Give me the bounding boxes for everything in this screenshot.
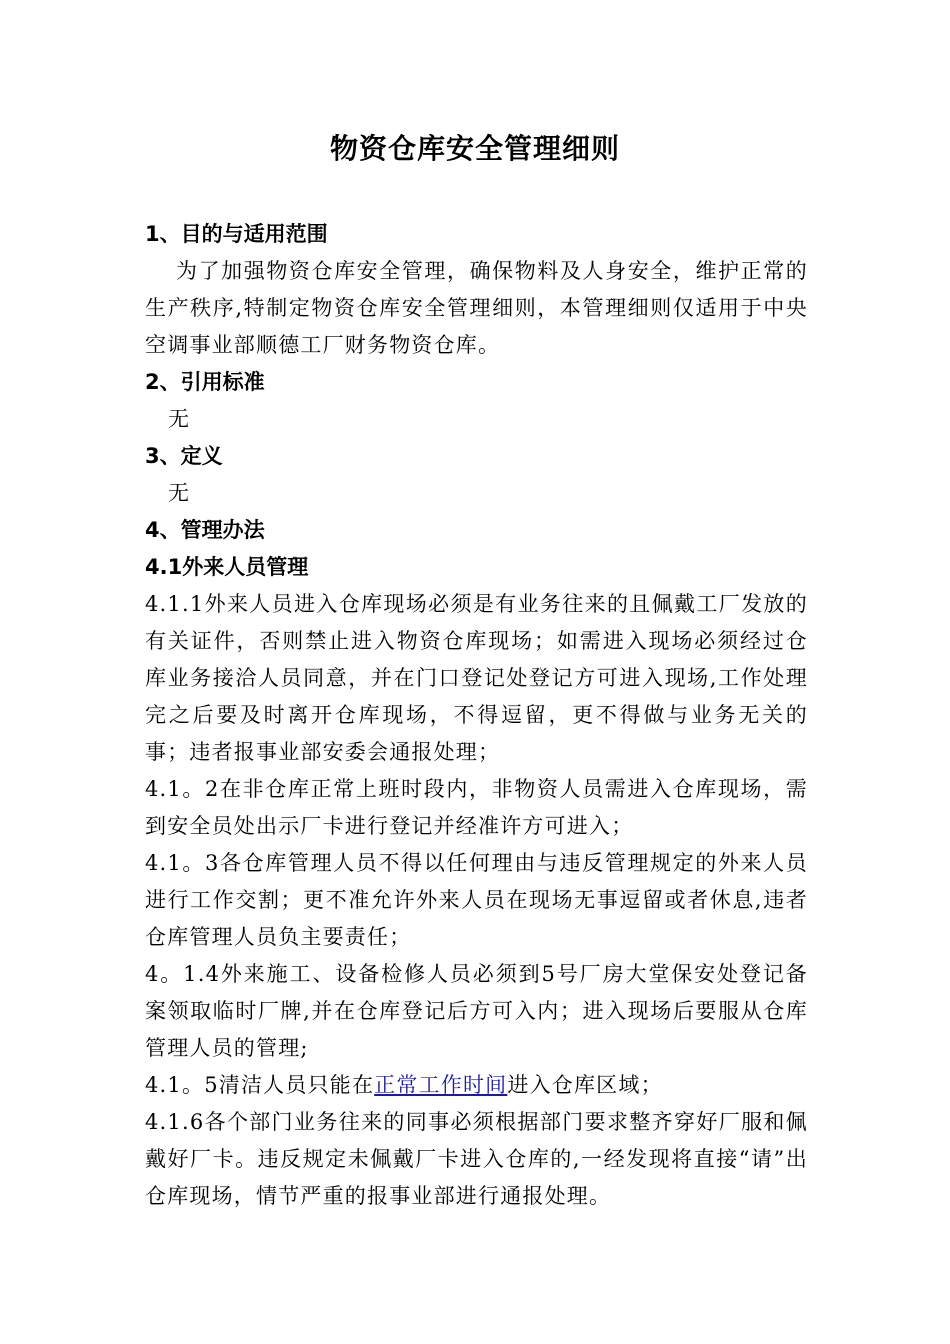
clause-4-1-5-text-end: 进入仓库区域；: [507, 1073, 663, 1097]
section-heading-references: 2、引用标准: [145, 370, 265, 394]
clause-4-1-4: 4。1.4外来施工、设备检修人员必须到5号厂房大堂保安处登记备案领取临时厂牌,并在仓库登记后方可入内；进入现场后要服从仓库管理人员的管理;: [145, 962, 808, 1060]
clause-4-1-3: 4.1。3各仓库管理人员不得以任何理由与违反管理规定的外来人员进行工作交割；更不准允许外来人员在现场无事逗留或者休息,违者仓库管理人员负主要责任；: [145, 851, 808, 949]
section-body-purpose: 为了加强物资仓库安全管理，确保物料及人身安全，维护正常的生产秩序,特制定物资仓库安全管理细则，本管理细则仅适用于中央空调事业部顺德工厂财务物资仓库。: [145, 259, 808, 357]
section-heading-purpose: 1、目的与适用范围: [145, 222, 328, 246]
section-body-definitions: 无: [168, 481, 191, 505]
clause-4-1-2: 4.1。2在非仓库正常上班时段内，非物资人员需进入仓库现场，需到安全员处出示厂卡进行登记并经准许方可进入；: [145, 777, 808, 838]
section-heading-management: 4、管理办法: [145, 518, 265, 542]
subsection-heading-visitors: 4.1外来人员管理: [145, 555, 309, 579]
section-heading-definitions: 3、定义: [145, 444, 223, 468]
document-body: [145, 216, 808, 1215]
clause-4-1-1: 4.1.1外来人员进入仓库现场必须是有业务往来的且佩戴工厂发放的有关证件，否则禁止进入物资仓库现场；如需进入现场必须经过仓库业务接洽人员同意，并在门口登记处登记方可进入现场,工作处理完之后要及时离开仓库现场，不得逗留，更不得做与业务无关的事；违者报事业部安委会通报处理；: [145, 592, 808, 764]
clause-4-1-5-text-start: 4.1。5清洁人员只能在: [145, 1073, 375, 1097]
section-body-references: 无: [168, 407, 191, 431]
working-hours-link[interactable]: 正常工作时间: [374, 1073, 508, 1097]
clause-4-1-6: 4.1.6各个部门业务往来的同事必须根据部门要求整齐穿好厂服和佩戴好厂卡。违反规定未佩戴厂卡进入仓库的,一经发现将直接“请”出仓库现场，情节严重的报事业部进行通报处理。: [145, 1110, 808, 1208]
clause-4-1-5: [145, 1067, 808, 1104]
document-title: 物资仓库安全管理细则: [329, 132, 620, 165]
